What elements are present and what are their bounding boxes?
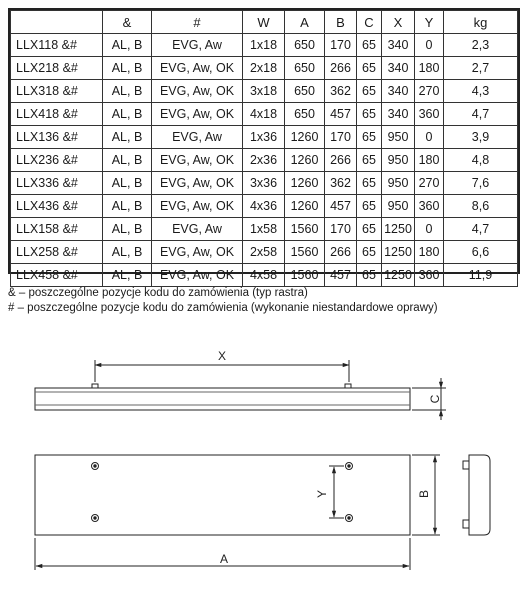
table-row bbox=[11, 218, 518, 241]
table-cell: 650 bbox=[285, 103, 325, 126]
label-a: A bbox=[220, 552, 229, 566]
table-row bbox=[11, 195, 518, 218]
table-cell: 65 bbox=[357, 34, 382, 57]
table-cell: 0 bbox=[415, 126, 444, 149]
table-cell: 4,3 bbox=[444, 80, 518, 103]
table-cell: 1560 bbox=[285, 218, 325, 241]
table-cell: 1250 bbox=[382, 264, 415, 287]
table-cell: 65 bbox=[357, 80, 382, 103]
table-cell: 2x36 bbox=[243, 149, 285, 172]
table-cell: 2x18 bbox=[243, 57, 285, 80]
table-cell: EVG, Aw, OK bbox=[152, 264, 243, 287]
table-cell: AL, B bbox=[103, 149, 152, 172]
table-cell: 11,9 bbox=[444, 264, 518, 287]
label-b: B bbox=[417, 489, 431, 499]
table-cell: 360 bbox=[415, 195, 444, 218]
table-cell: 650 bbox=[285, 80, 325, 103]
table-cell: 65 bbox=[357, 149, 382, 172]
table-cell: 950 bbox=[382, 172, 415, 195]
table-row bbox=[11, 34, 518, 57]
table-cell: EVG, Aw, OK bbox=[152, 103, 243, 126]
table-cell: 65 bbox=[357, 264, 382, 287]
table-cell: EVG, Aw, OK bbox=[152, 80, 243, 103]
table-cell: 65 bbox=[357, 57, 382, 80]
table-cell: 65 bbox=[357, 218, 382, 241]
table-cell: 3,9 bbox=[444, 126, 518, 149]
model-cell: LLX118 &# bbox=[11, 34, 103, 57]
table-row bbox=[11, 80, 518, 103]
technical-drawing bbox=[0, 330, 530, 591]
table-cell: 3x36 bbox=[243, 172, 285, 195]
table-cell: EVG, Aw, OK bbox=[152, 57, 243, 80]
model-cell: LLX418 &# bbox=[11, 103, 103, 126]
table-cell: 2x58 bbox=[243, 241, 285, 264]
column-header: kg bbox=[444, 11, 518, 34]
table-cell: 65 bbox=[357, 195, 382, 218]
table-cell: 340 bbox=[382, 103, 415, 126]
table-cell: EVG, Aw bbox=[152, 126, 243, 149]
legend-hash: # – poszczególne pozycje kodu do zamówienia (wykonanie niestandardowe oprawy) bbox=[8, 302, 438, 314]
table-cell: 8,6 bbox=[444, 195, 518, 218]
table-cell: 950 bbox=[382, 149, 415, 172]
table-cell: 650 bbox=[285, 57, 325, 80]
table-cell: 270 bbox=[415, 172, 444, 195]
table-cell: 360 bbox=[415, 264, 444, 287]
table-cell: 6,6 bbox=[444, 241, 518, 264]
table-header-row bbox=[11, 11, 518, 34]
table-cell: 1560 bbox=[285, 264, 325, 287]
table-cell: 180 bbox=[415, 57, 444, 80]
table-row bbox=[11, 103, 518, 126]
table-cell: AL, B bbox=[103, 218, 152, 241]
table-cell: 4,8 bbox=[444, 149, 518, 172]
model-cell: LLX336 &# bbox=[11, 172, 103, 195]
label-c: C bbox=[428, 394, 443, 404]
table-cell: 340 bbox=[382, 80, 415, 103]
table-cell: EVG, Aw, OK bbox=[152, 149, 243, 172]
column-header: & bbox=[103, 11, 152, 34]
table-cell: 65 bbox=[357, 241, 382, 264]
table-cell: 1260 bbox=[285, 195, 325, 218]
table-cell: 1260 bbox=[285, 172, 325, 195]
end-view-profile bbox=[469, 455, 490, 535]
table-cell: 266 bbox=[325, 149, 357, 172]
table-cell: AL, B bbox=[103, 80, 152, 103]
table-cell: EVG, Aw, OK bbox=[152, 241, 243, 264]
table-cell: AL, B bbox=[103, 241, 152, 264]
table-cell: 362 bbox=[325, 172, 357, 195]
table-cell: EVG, Aw bbox=[152, 34, 243, 57]
table-cell: 1560 bbox=[285, 241, 325, 264]
mount-clip-right bbox=[345, 384, 351, 388]
table-cell: 340 bbox=[382, 57, 415, 80]
table-cell: 180 bbox=[415, 149, 444, 172]
table-cell: 4,7 bbox=[444, 218, 518, 241]
model-cell: LLX318 &# bbox=[11, 80, 103, 103]
table-row bbox=[11, 172, 518, 195]
table-cell: 457 bbox=[325, 195, 357, 218]
table-cell: 4x58 bbox=[243, 264, 285, 287]
table-cell: 4,7 bbox=[444, 103, 518, 126]
table-row bbox=[11, 126, 518, 149]
table-cell: 340 bbox=[382, 34, 415, 57]
table-cell: 266 bbox=[325, 241, 357, 264]
model-cell: LLX158 &# bbox=[11, 218, 103, 241]
label-x: X bbox=[218, 349, 227, 363]
table-cell: 1x58 bbox=[243, 218, 285, 241]
table-cell: 457 bbox=[325, 103, 357, 126]
table-row bbox=[11, 241, 518, 264]
column-header: C bbox=[357, 11, 382, 34]
model-cell: LLX136 &# bbox=[11, 126, 103, 149]
model-cell: LLX236 &# bbox=[11, 149, 103, 172]
table-cell: 65 bbox=[357, 126, 382, 149]
column-header: Y bbox=[415, 11, 444, 34]
table-cell: 1250 bbox=[382, 218, 415, 241]
end-view-clip-top bbox=[463, 461, 469, 469]
table-cell: 7,6 bbox=[444, 172, 518, 195]
model-cell: LLX258 &# bbox=[11, 241, 103, 264]
model-cell: LLX436 &# bbox=[11, 195, 103, 218]
table-cell: AL, B bbox=[103, 172, 152, 195]
table-cell: 650 bbox=[285, 34, 325, 57]
table-cell: EVG, Aw bbox=[152, 218, 243, 241]
table-cell: 3x18 bbox=[243, 80, 285, 103]
table-cell: 0 bbox=[415, 218, 444, 241]
table-cell: EVG, Aw, OK bbox=[152, 195, 243, 218]
column-header: W bbox=[243, 11, 285, 34]
table-cell: 0 bbox=[415, 34, 444, 57]
table-cell: 2,7 bbox=[444, 57, 518, 80]
table-cell: AL, B bbox=[103, 264, 152, 287]
legend bbox=[8, 286, 438, 316]
table-cell: 360 bbox=[415, 103, 444, 126]
mount-clip-left bbox=[92, 384, 98, 388]
table-cell: AL, B bbox=[103, 126, 152, 149]
table-cell: AL, B bbox=[103, 103, 152, 126]
table-cell: 4x18 bbox=[243, 103, 285, 126]
table-cell: AL, B bbox=[103, 57, 152, 80]
table-row bbox=[11, 264, 518, 287]
label-y: Y bbox=[315, 489, 329, 499]
column-header: A bbox=[285, 11, 325, 34]
table-cell: 1260 bbox=[285, 149, 325, 172]
table-cell: 170 bbox=[325, 34, 357, 57]
table-cell: EVG, Aw, OK bbox=[152, 172, 243, 195]
column-header: # bbox=[152, 11, 243, 34]
table-cell: 170 bbox=[325, 126, 357, 149]
table-row bbox=[11, 149, 518, 172]
table-cell: 1x36 bbox=[243, 126, 285, 149]
table-cell: 1260 bbox=[285, 126, 325, 149]
table-cell: 2,3 bbox=[444, 34, 518, 57]
spec-table bbox=[8, 8, 520, 282]
table-cell: AL, B bbox=[103, 195, 152, 218]
legend-amp: & – poszczególne pozycje kodu do zamówienia (typ rastra) bbox=[8, 287, 308, 299]
table-row bbox=[11, 57, 518, 80]
table-cell: 1x18 bbox=[243, 34, 285, 57]
table-cell: 180 bbox=[415, 241, 444, 264]
table-cell: 950 bbox=[382, 195, 415, 218]
model-cell: LLX218 &# bbox=[11, 57, 103, 80]
table-cell: 270 bbox=[415, 80, 444, 103]
table-cell: 266 bbox=[325, 57, 357, 80]
model-cell: LLX458 &# bbox=[11, 264, 103, 287]
table-cell: 170 bbox=[325, 218, 357, 241]
end-view-clip-bottom bbox=[463, 520, 469, 528]
table-cell: 4x36 bbox=[243, 195, 285, 218]
table-cell: 65 bbox=[357, 172, 382, 195]
table-cell: 1250 bbox=[382, 241, 415, 264]
column-header: X bbox=[382, 11, 415, 34]
table-cell: 362 bbox=[325, 80, 357, 103]
table-cell: 457 bbox=[325, 264, 357, 287]
column-header: B bbox=[325, 11, 357, 34]
column-header bbox=[11, 11, 103, 34]
table-cell: AL, B bbox=[103, 34, 152, 57]
table-cell: 950 bbox=[382, 126, 415, 149]
side-view-body bbox=[35, 388, 410, 410]
table-cell: 65 bbox=[357, 103, 382, 126]
